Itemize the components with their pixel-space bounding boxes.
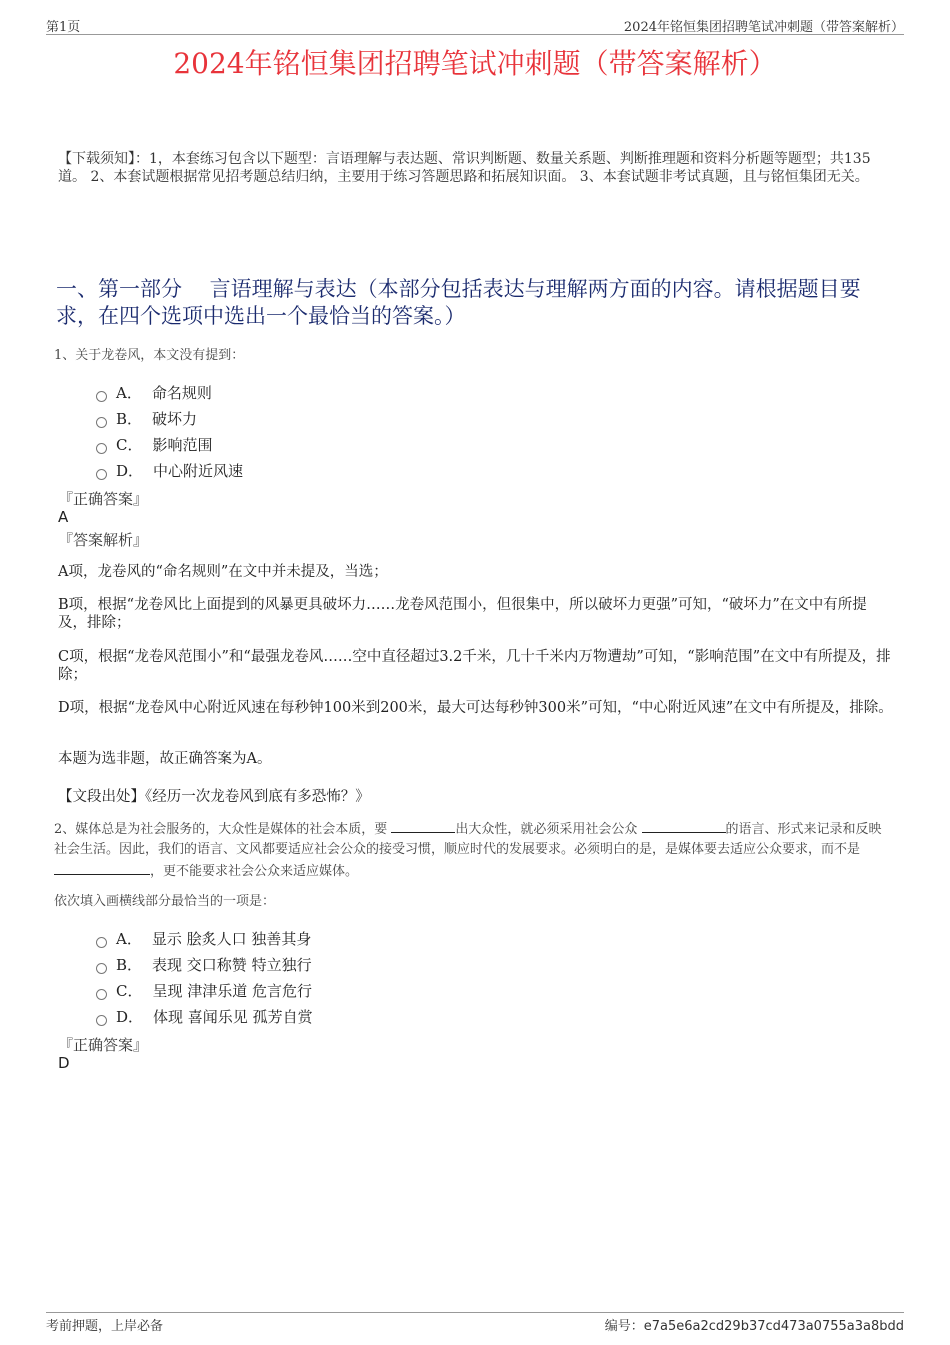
footer-slogan: 考前押题，上岸必备	[46, 1319, 164, 1334]
question-1-option-a[interactable]: A． 命名规则	[96, 382, 212, 402]
question-2-option-a[interactable]: A． 显示 脍炙人口 独善其身	[96, 928, 311, 948]
question-1-option-c[interactable]: C． 影响范围	[96, 434, 213, 454]
radio-icon[interactable]	[96, 391, 107, 402]
question-1-option-b[interactable]: B． 破坏力	[96, 408, 197, 428]
download-notice: 【下载须知】：1，本套练习包含以下题型：言语理解与表达题、常识判断题、数量关系题、判断推理题和资料分析题等题型；共135道。 2、本套试题根据常见招考题总结归纳，主要用于练习答题思路和拓展知识面。 3、本套试题非考试真题，且与铭恒集团无关。	[58, 151, 871, 185]
footer-code: 编号：e7a5e6a2cd29b37cd473a0755a3a8bdd	[604, 1319, 904, 1334]
question-1-analysis-b: B项，根据“龙卷风比上面提到的风暴更具破坏力……龙卷风范围小，但很集中，所以破坏力更强”可知，“破坏力”在文中有所提及，排除；	[58, 597, 867, 631]
radio-icon[interactable]	[96, 963, 107, 974]
question-2-answer-label: 『正确答案』	[58, 1036, 149, 1054]
document-title: 2024年铭恒集团招聘笔试冲刺题（带答案解析）	[173, 47, 777, 80]
page-footer	[46, 1312, 904, 1333]
page-header	[46, 14, 904, 35]
radio-icon[interactable]	[96, 1015, 107, 1026]
radio-icon[interactable]	[96, 937, 107, 948]
question-1-answer-label: 『正确答案』	[58, 490, 149, 508]
fill-blank-2	[642, 818, 726, 833]
question-1-option-d[interactable]: D． 中心附近风速	[96, 460, 243, 480]
radio-icon[interactable]	[96, 443, 107, 454]
question-1-conclusion: 本题为选非题，故正确答案为A。	[58, 751, 272, 767]
question-1-source: 【文段出处】《经历一次龙卷风到底有多恐怖？》	[58, 789, 370, 805]
question-1-analysis-d: D项，根据“龙卷风中心附近风速在每秒钟100米到200米，最大可达每秒钟300米”可知，“中心附近风速”在文中有所提及，排除。	[58, 700, 893, 716]
radio-icon[interactable]	[96, 989, 107, 1000]
question-1-answer: A	[58, 508, 69, 526]
question-2-stem: 2、媒体总是为社会服务的，大众性是媒体的社会本质，要 出大众性，就必须采用社会公众 的语言、形式来记录和反映社会生活。因此，我们的语言、文风都要适应社会公众的接受习惯，顺应时代的发展要求。必须明白的是，是媒体要去适应公众要求，而不是 ，更不能要求社会公众来适应媒体。	[54, 818, 894, 882]
question-1-analysis-label: 『答案解析』	[58, 531, 149, 549]
question-1-analysis-c: C项，根据“龙卷风范围小”和“最强龙卷风……空中直径超过3.2千米，几十千米内万物遭劫”可知，“影响范围”在文中有所提及，排除；	[58, 649, 891, 683]
question-2-option-b[interactable]: B． 表现 交口称赞 特立独行	[96, 954, 312, 974]
fill-blank-1	[391, 818, 455, 833]
question-1-stem: 1、关于龙卷风，本文没有提到：	[54, 348, 245, 363]
question-2-answer: D	[58, 1054, 70, 1072]
radio-icon[interactable]	[96, 417, 107, 428]
radio-icon[interactable]	[96, 469, 107, 480]
fill-blank-3	[54, 860, 150, 875]
question-1-analysis-a: A项，龙卷风的“命名规则”在文中并未提及，当选；	[58, 564, 388, 580]
header-doc-title: 2024年铭恒集团招聘笔试冲刺题（带答案解析）	[623, 20, 904, 35]
question-2-prompt: 依次填入画横线部分最恰当的一项是：	[54, 894, 276, 909]
question-2-option-c[interactable]: C． 呈现 津津乐道 危言危行	[96, 980, 312, 1000]
page-number: 第1页	[46, 20, 81, 35]
section-heading: 一、第一部分 言语理解与表达（本部分包括表达与理解两方面的内容。请根据题目要求，在四个选项中选出一个最恰当的答案。）	[56, 277, 861, 328]
question-2-option-d[interactable]: D． 体现 喜闻乐见 孤芳自赏	[96, 1006, 313, 1026]
